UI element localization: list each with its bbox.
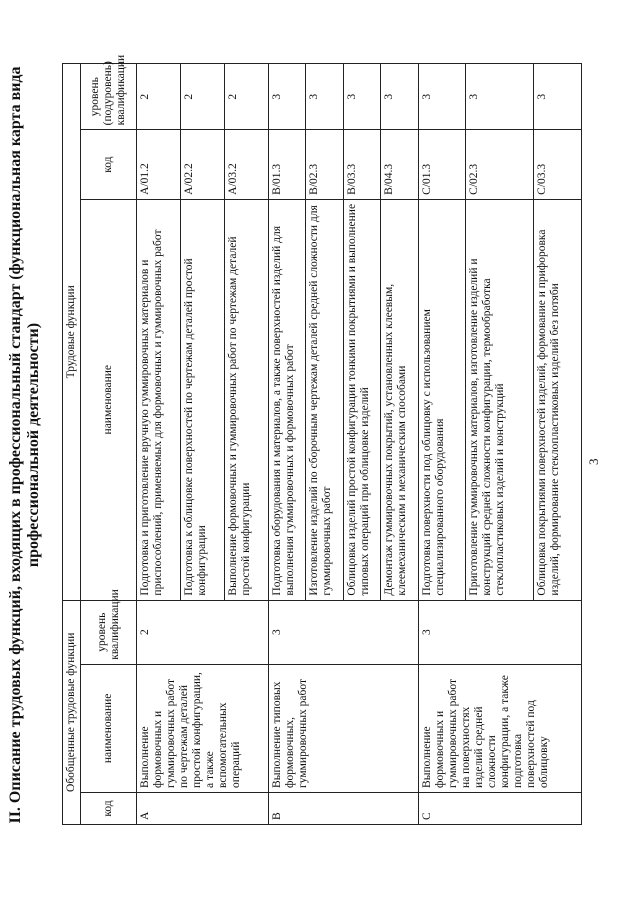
function-level: 3 [534,64,582,130]
function-name: Подготовка поверхности под облицовку с использованием специализированного оборудования [418,199,466,600]
function-code: C/02.3 [466,130,534,199]
function-code: A/03.2 [224,130,268,199]
function-code: B/04.3 [381,130,418,199]
group-level: 3 [268,600,418,664]
function-level: 3 [418,64,466,130]
col-code-header: код [81,792,137,824]
group-level: 2 [137,600,269,664]
function-level: 3 [343,64,380,130]
group-code: A [137,792,269,824]
col-level-header: уровень квалификации [81,600,137,664]
function-level: 3 [268,64,305,130]
group-name: Выполнение типовых формовочных, гуммировочных работ [268,664,418,792]
function-code: B/01.3 [268,130,305,199]
col-tf-name-header: наименование [81,199,137,600]
page-number: 3 [586,458,601,465]
function-name: Подготовка оборудования и материалов, а также поверхностей изделий для выполнения гуммировочных и формовочных работ [268,199,305,600]
function-name: Изготовление изделий по сборочным чертежам деталей средней сложности для гуммировочных работ [306,199,343,600]
function-code: B/03.3 [343,130,380,199]
group-name: Выполнение формовочных и гуммировочных работ по чертежам деталей простой конфигурации, а также вспомогательных операций [137,664,269,792]
function-name: Облицовка покрытиями поверхностей изделий, формование и прифоровка изделий, формирование стеклопластиковых изделий без потяби [534,199,582,600]
function-name: Облицовка изделий простой конфигурации тонкими покрытиями и выполнение типовых операций при облицовке изделий [343,199,380,600]
table-row [137,64,181,825]
labor-functions-header: Трудовые функции [63,64,81,601]
function-level: 2 [180,64,224,130]
group-code: C [418,792,581,824]
table-row [268,64,305,825]
function-level: 3 [381,64,418,130]
group-level: 3 [418,600,581,664]
column-header-row [81,64,137,825]
function-name: Подготовка и приготовление вручную гуммировочных материалов и приспособлений, применяемых для формовочных и гуммировочных работ [137,199,181,600]
function-code: B/02.3 [306,130,343,199]
group-code: B [268,792,418,824]
function-code: C/03.3 [534,130,582,199]
table-row [418,64,466,825]
function-code: A/02.2 [180,130,224,199]
heading-line-2: профессиональной деятельности) [25,322,42,568]
group-name: Выполнение формовочных и гуммировочных работ на поверхностях изделий средней сложности конфигурации, а также подготовка поверхностей под облицовку [418,664,581,792]
function-level: 3 [466,64,534,130]
function-level: 2 [137,64,181,130]
group-header-row [63,64,81,825]
function-code: A/01.2 [137,130,181,199]
section-heading [7,65,43,825]
generalized-functions-header: Обобщенные трудовые функции [63,600,81,824]
col-name-header: наименование [81,664,137,792]
function-level: 2 [224,64,268,130]
col-tf-code-header: код [81,130,137,199]
function-name: Подготовка к облицовке поверхностей по чертежам деталей простой конфигурации [180,199,224,600]
function-name: Демонтаж гуммировочных покрытий, установленных клеевым, клеемеханическим и механическим способами [381,199,418,600]
function-level: 3 [306,64,343,130]
function-name: Приготовление гуммировочных материалов, изготовление изделий и конструкций средней сложности конфигурации, термообработка стеклопластиковых изделий и конструкций [466,199,534,600]
heading-line-1: II. Описание трудовых функций, входящих в профессиональный стандарт (функциональная карта вида [7,66,24,824]
functional-map-table [62,54,582,825]
col-tf-level-header: уровень (подуровень) квалификации [81,64,137,130]
function-name: Выполнение формовочных и гуммировочных работ по чертежам деталей простой конфигурации [224,199,268,600]
function-code: C/01.3 [418,130,466,199]
